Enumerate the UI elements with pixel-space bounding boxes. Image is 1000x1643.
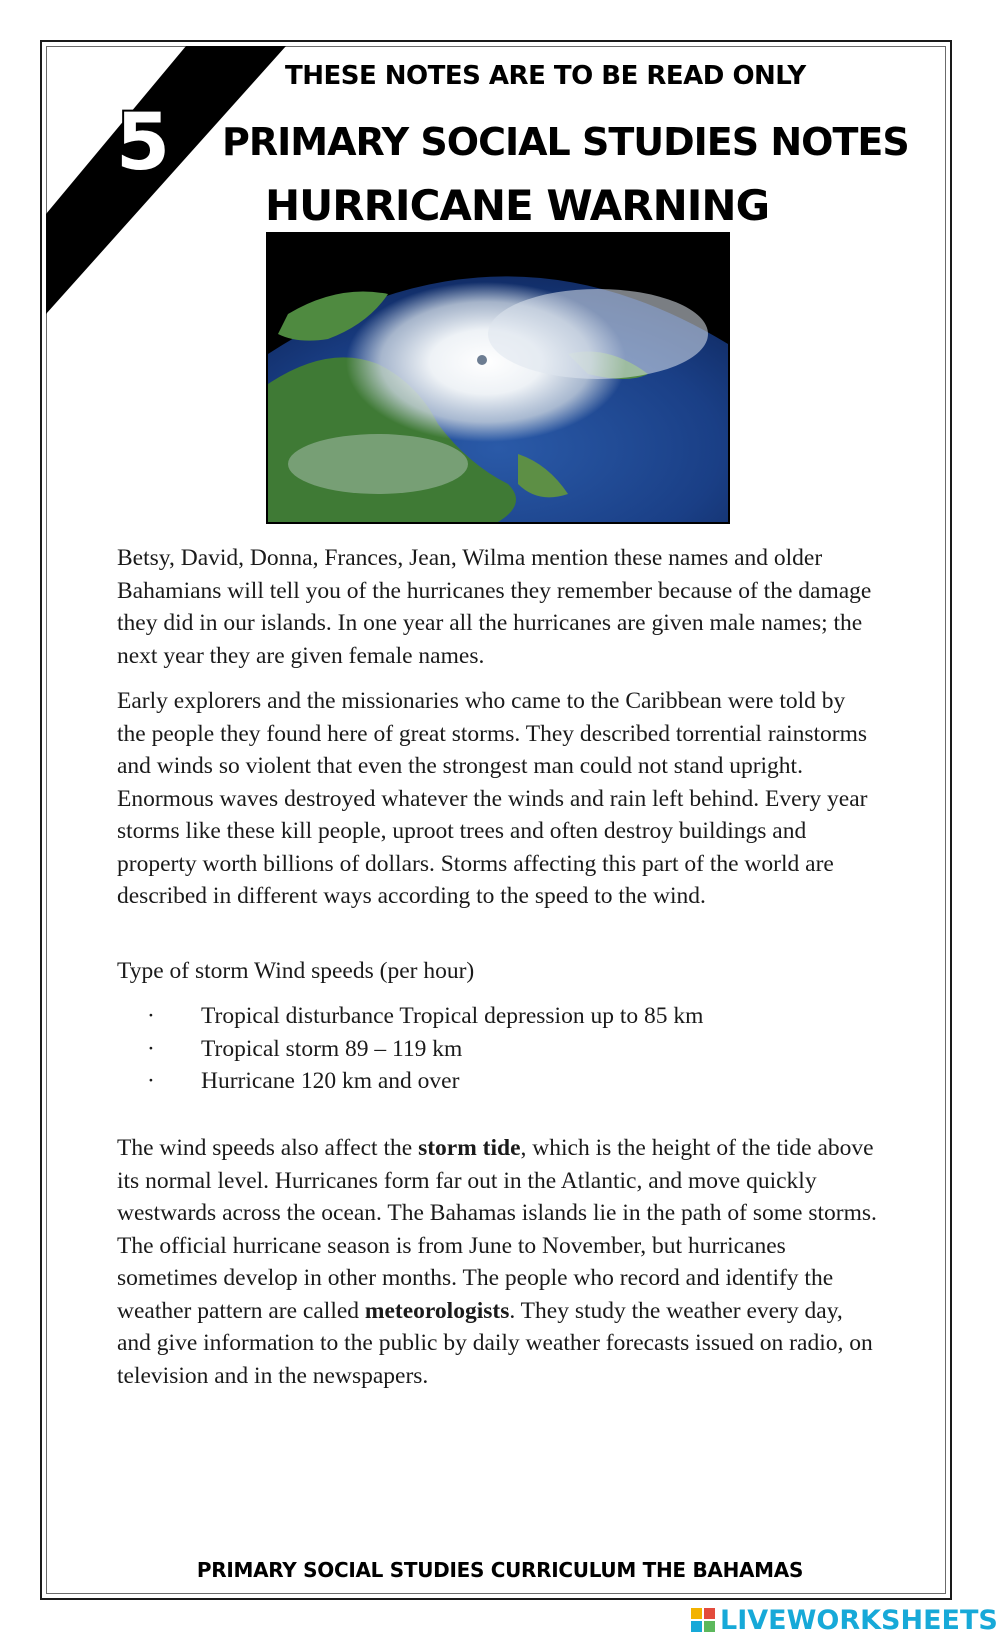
text-run: The wind speeds also affect the bbox=[117, 1135, 419, 1161]
text-run: , which is the height of the tide above its normal level. Hurricanes form far out in the Atlantic, and move quickly westwards across the ocean. The Bahamas islands lie in the path of some storms. The official hurricane season is from June to November, but hurricanes sometimes develop in other months. The people who record and identify the weather pattern are called bbox=[117, 1135, 877, 1324]
paragraph-hurricane-names: Betsy, David, Donna, Frances, Jean, Wilma mention these names and older Bahamians will tell you of the hurricanes they remember because of the damage they did in our islands. In one year all the hurricanes are given male names; the next year they are given female names. bbox=[117, 545, 872, 669]
grade-number: 5 bbox=[115, 98, 171, 188]
bullet: · bbox=[147, 1068, 155, 1094]
list-item bbox=[117, 1000, 877, 1033]
list-item-text: Tropical storm 89 – 119 km bbox=[201, 1035, 463, 1062]
storm-types-list bbox=[117, 1000, 877, 1098]
subject-heading: PRIMARY SOCIAL STUDIES NOTES bbox=[222, 120, 909, 164]
liveworksheets-logo-icon bbox=[690, 1607, 716, 1633]
paragraph-early-explorers: Early explorers and the missionaries who came to the Caribbean were told by the people they found here of great storms. They described torrential rainstorms and winds so violent that even the strongest man could not stand upright. Enormous waves destroyed whatever the winds and rain left behind. Every year storms like these kill people, uproot trees and often destroy buildings and property worth billions of dollars. Storms affecting this part of the world are described in different ways according to the speed to the wind. bbox=[117, 688, 868, 909]
liveworksheets-brand[interactable] bbox=[690, 1602, 998, 1638]
page-title: HURRICANE WARNING bbox=[265, 181, 770, 230]
list-item bbox=[117, 1065, 877, 1098]
list-item bbox=[117, 1033, 877, 1066]
satellite-hurricane-image bbox=[266, 232, 730, 524]
storm-types-heading: Type of storm Wind speeds (per hour) bbox=[117, 958, 475, 984]
bullet: · bbox=[147, 1035, 155, 1062]
paragraph-storm-tide bbox=[117, 1132, 877, 1392]
read-only-notice: THESE NOTES ARE TO BE READ ONLY bbox=[285, 61, 806, 91]
text-run: . They study the weather every day, and give information to the public by daily weather forecasts issued on radio, on television and in the newspapers. bbox=[117, 1297, 873, 1389]
brand-name: LIVEWORKSHEETS bbox=[720, 1604, 998, 1636]
bullet: · bbox=[147, 1003, 155, 1029]
list-item-text: Tropical disturbance Tropical depression up to 85 km bbox=[201, 1003, 704, 1029]
list-item-text: Hurricane 120 km and over bbox=[201, 1068, 460, 1094]
curriculum-footer: PRIMARY SOCIAL STUDIES CURRICULUM THE BAHAMAS bbox=[196, 1558, 804, 1582]
term-storm-tide: storm tide bbox=[418, 1135, 521, 1161]
term-meteorologists: meteorologists bbox=[364, 1297, 510, 1324]
